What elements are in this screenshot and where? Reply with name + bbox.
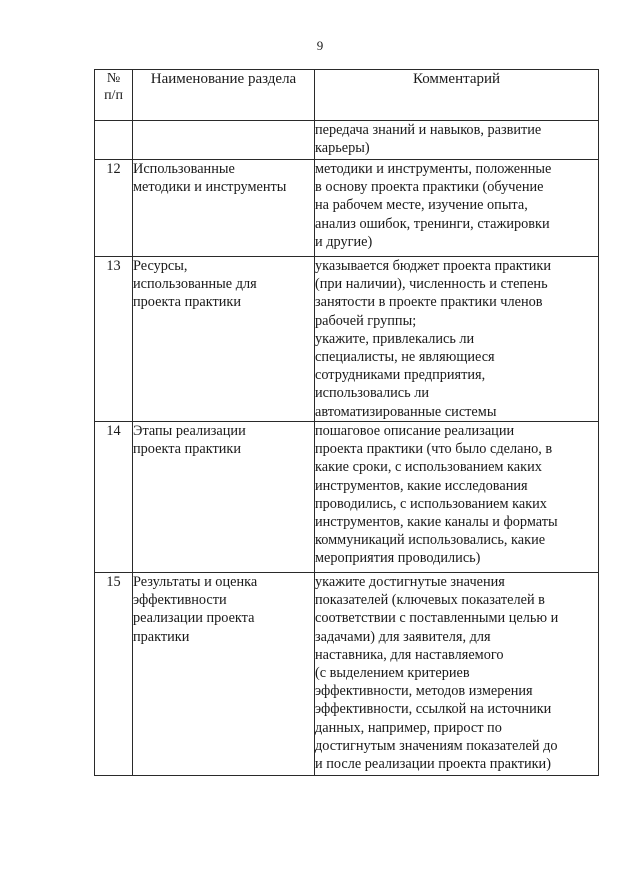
name-line: реализации проекта xyxy=(133,610,255,627)
comment-line: укажите, привлекались ли xyxy=(315,330,475,347)
header-number xyxy=(95,70,133,121)
row-section-name xyxy=(133,422,315,573)
comment-line: (при наличии), численность и степень xyxy=(315,276,548,293)
header-number-abbr: п/п xyxy=(104,88,123,103)
comment-line: эффективности, методов измерения xyxy=(315,683,533,700)
comment-line: задачами) для заявителя, для xyxy=(315,628,491,645)
row-number: 13 xyxy=(95,257,133,422)
header-number-symbol: № xyxy=(106,71,121,86)
comment-line: достигнутым значениям показателей до xyxy=(315,737,558,754)
comment-line: пошаговое описание реализации xyxy=(315,423,515,439)
row-number: 14 xyxy=(95,422,133,573)
comment-line: коммуникаций использовались, какие xyxy=(315,532,546,549)
row-section-name xyxy=(133,121,315,160)
comment-line: занятости в проекте практики членов xyxy=(315,294,543,311)
row-number: 15 xyxy=(95,573,133,776)
table-header-row xyxy=(95,70,599,121)
name-line: проекта практики xyxy=(133,294,241,311)
row-comment xyxy=(315,257,599,422)
comment-line: методики и инструменты, положенные xyxy=(315,161,552,177)
comment-line: эффективности, ссылкой на источники xyxy=(315,701,552,718)
table-row xyxy=(95,573,599,776)
comment-line: (с выделением критериев xyxy=(315,665,470,682)
comment-line: данных, например, прирост по xyxy=(315,719,502,736)
comment-line: сотрудниками предприятия, xyxy=(315,367,486,384)
comment-line: инструментов, какие исследования xyxy=(315,477,528,494)
name-line: методики и инструменты xyxy=(133,179,287,196)
row-section-name xyxy=(133,257,315,422)
comment-line: передача знаний и навыков, развитие xyxy=(315,122,542,138)
row-comment xyxy=(315,121,599,160)
name-line: использованные для xyxy=(133,276,257,293)
comment-line: инструментов, какие каналы и форматы xyxy=(315,514,558,531)
header-section-name: Наименование раздела xyxy=(133,70,315,121)
name-line: Ресурсы, xyxy=(133,258,188,274)
comment-line: проводились, с использованием каких xyxy=(315,495,547,512)
row-comment xyxy=(315,160,599,257)
comment-line: в основу проекта практики (обучение xyxy=(315,179,544,196)
table-row-continuation xyxy=(95,121,599,160)
row-comment xyxy=(315,573,599,776)
comment-line: специалисты, не являющиеся xyxy=(315,349,495,366)
comment-line: наставника, для наставляемого xyxy=(315,646,504,663)
comment-line: карьеры) xyxy=(315,140,370,157)
row-number: 12 xyxy=(95,160,133,257)
header-comment: Комментарий xyxy=(315,70,599,121)
name-line: эффективности xyxy=(133,592,227,609)
comment-line: и после реализации проекта практики) xyxy=(315,756,551,773)
table-row xyxy=(95,257,599,422)
comment-line: и другие) xyxy=(315,233,373,250)
comment-line: укажите достигнутые значения xyxy=(315,574,505,590)
comment-line: соответствии с поставленными целью и xyxy=(315,610,559,627)
name-line: Результаты и оценка xyxy=(133,574,258,590)
comment-line: анализ ошибок, тренинги, стажировки xyxy=(315,215,550,232)
comment-line: показателей (ключевых показателей в xyxy=(315,592,545,609)
name-line: Использованные xyxy=(133,161,235,177)
name-line: Этапы реализации xyxy=(133,423,246,439)
row-number xyxy=(95,121,133,160)
comment-line: какие сроки, с использованием каких xyxy=(315,459,542,476)
row-section-name xyxy=(133,573,315,776)
comment-line: использовались ли xyxy=(315,385,430,402)
comment-line: на рабочем месте, изучение опыта, xyxy=(315,197,528,214)
page-number: 9 xyxy=(316,38,324,53)
table-row xyxy=(95,422,599,573)
name-line: практики xyxy=(133,628,190,645)
comment-line: мероприятия проводились) xyxy=(315,550,481,567)
comment-line: рабочей группы; xyxy=(315,312,417,329)
row-comment xyxy=(315,422,599,573)
comment-line: проекта практики (что было сделано, в xyxy=(315,441,553,458)
row-section-name xyxy=(133,160,315,257)
table-row xyxy=(95,160,599,257)
comment-line: указывается бюджет проекта практики xyxy=(315,258,551,274)
comment-line: автоматизированные системы xyxy=(315,403,497,420)
name-line: проекта практики xyxy=(133,441,241,458)
sections-table xyxy=(94,69,599,776)
